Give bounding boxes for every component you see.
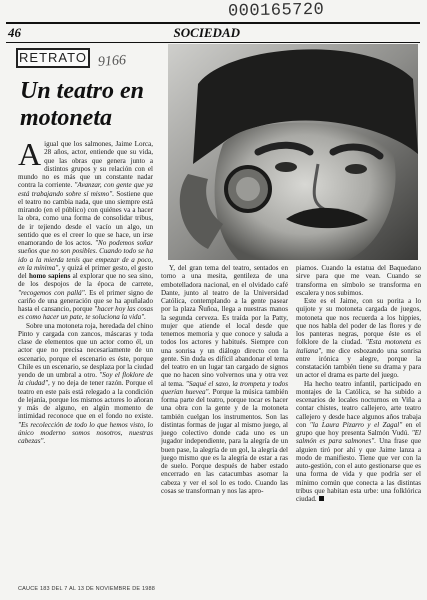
portrait-photo-icon [168, 44, 418, 260]
col3-p3-quote2: "El salmón es para salmones". [296, 429, 421, 446]
col1-p1b-quote: "No podemos soñar sueños que no son posibles. Cuando todo se ha ido a la mierda tenís que empezar de a poco, en la mínima", [18, 239, 153, 272]
col1-p2b: y no deja de tener razón. Porque el teatro en este país está relegado a la condición de lejanía, porque los mismos actores lo añoran y más de alguno, en algún momento de intimidad reconoce que en el fondo no existe. [18, 379, 153, 421]
col3-p2-quote: "Esta motoneta es italiana", [296, 338, 421, 355]
col2-p1: Y, del gran tema del teatro, sentados en torno a una mesita, gentileza de una embotelladora nacional, en el olvidado café Dante, junto al teatro de la Universidad Católica, contemplando a la gente pasear por la plaza Ñuñoa, llega a nuestras manos la segunda cerveza. Es traída por la Patty, mujer que atiende el local desde que tenemos memoria y que conoce y saluda a todos los actores y habitués. Siempre con una sonrisa y un diálogo directo con la gente. Sin duda es difícil abandonar el tema del teatro en un lugar tan cargado de signos que no hacen sino volvernos una y otra vez al tema. [161, 264, 288, 388]
end-mark-icon [319, 496, 324, 501]
col3-p1: piamos. Cuando la estatua del Baquedano sirve para que me vean. Cuando se transforma en símbolo se transforma en escalera y nos subimos. [296, 264, 421, 297]
col3-p3c: Una frase que alguien tiró por ahí y que Jaime lanza a modo de manifiesto. Tiene que ver con la auto-gestión, con el auto gestionarse que es una forma de vida y que podría ser el mínimo común que conecta a las distintas tribus que habitan esta urbe: una folklórica ciudad. [296, 437, 421, 503]
page-footer: CAUCE 183 DEL 7 AL 13 DE NOVIEMBRE DE 1988 [18, 586, 155, 592]
col1-p1d-quote: "recogemos con pallá". [18, 288, 87, 297]
col1-p1e: Es el primer signo de cariño de una generación que se ha apuñalado hasta el cansancio, porque [18, 288, 153, 313]
article-headline: Un teatro en motoneta [20, 78, 145, 131]
page-header [6, 22, 420, 43]
col1-p1d: al explorar que no sea sino, de los despojos de la época de carrete, [18, 272, 153, 289]
drop-cap: A [18, 140, 42, 172]
article-column-2 [161, 264, 288, 580]
col1-p2b-quote: "Es recolección de todo lo que hemos visto, lo único moderno somos nosotros, nuestras cabezas". [18, 420, 153, 445]
section-name: SOCIEDAD [173, 25, 240, 40]
col1-p1e-quote: "hacer hoy las cosas es como hacer un pate, te soluciona la vida". [18, 305, 153, 322]
col1-p2: Sobre una motoneta roja, heredada del chino Pinto y cargada con zancos, máscaras y toda clase de elementos que un actor como él, un actor que no precisa necesariamente de un escenario, porque el escenario es éste, porque Chile es un escenario, se desplaza por la ciudad yendo de un umbral a otro. [18, 321, 153, 379]
archive-stamp: 000165720 [227, 0, 325, 22]
col1-p1c-bold: homo sapiens [28, 272, 71, 280]
col3-p3b: en el grupo que hoy presenta Salmón Vudú. [296, 420, 421, 437]
col1-p2-quote: "Soy el floklore de la ciudad", [18, 371, 153, 388]
col2-p1b: Porque la música también forma parte del teatro, porque tocar es hacer una obra con la gente y de la motoneta también cuelgan los instrumentos. Son las distintas formas de jugar al mismo juego, al juego colectivo donde cada uno es un jugador independiente, para la alegría de un buen pase, la alegría de un gol, la alegría del juego mismo que es la alegría de estar a ras de suelo. Porque después de haber estado encerrado en las catacumbas asomar la cabeza y ver el sol lo es todo. Cuando las cosas se transforman y nos las apro- [161, 387, 288, 495]
kicker-label: RETRATO [16, 48, 90, 68]
col1-p1b: Sostiene que el teatro no cambia nada, que uno siempre está mirando (en el público) con quiénes va a hacer la obra, como una forma de consolidar tribus, de ir tejiendo desde el vacío un algo, un sentido que es el creer lo que se hace, un irse enamorando de los actos. [18, 189, 153, 247]
col3-p3-quote1: "la Laura Pizarro y el Zagal" [309, 420, 403, 429]
col2-p1-quote: "Saqué el saxo, la trompeta y todos querían huevea". [161, 379, 288, 396]
portrait-photo [168, 44, 418, 260]
col3-p2b: me dice esbozando una sonrisa entre irónica y alegre, porque la constatación también tiene su drama y para un actor el drama es parte del juego. [296, 346, 421, 380]
col1-p1-quote: "Avanzar, con gente que ya está trabajando sobre sí mismo". [18, 181, 153, 198]
article-column-3 [296, 264, 421, 580]
handwritten-note: 9166 [97, 53, 127, 70]
page-number: 46 [8, 25, 21, 40]
col3-p2: Este es el Jaime, con su porita a lo quijote y su motoneta cargada de juegos, motoneta que nos recuerda a los hippies, que nos habla del poder de las flores y de los panteras negras, porque éste es el folklore de la ciudad. [296, 297, 421, 347]
col3-p3: Ha hecho teatro infantil, participado en montajes de la Católica, se ha subido a escenarios de locales nocturnos en Viña a contar chistes, teatro callejero, arte teatro callejero y desde hace algunos años trabaja con [296, 379, 421, 429]
article-column-1 [18, 140, 153, 580]
col1-p1c: y quizá el primer gesto, el gesto del [18, 263, 153, 280]
col1-p1: igual que los salmones, Jaime Lorca, 28 años, actor, entiende que su vida, que las obras que genera junto a distintos grupos y su relación con el mundo no es más que un constante nadar contra la corriente. [18, 140, 153, 190]
